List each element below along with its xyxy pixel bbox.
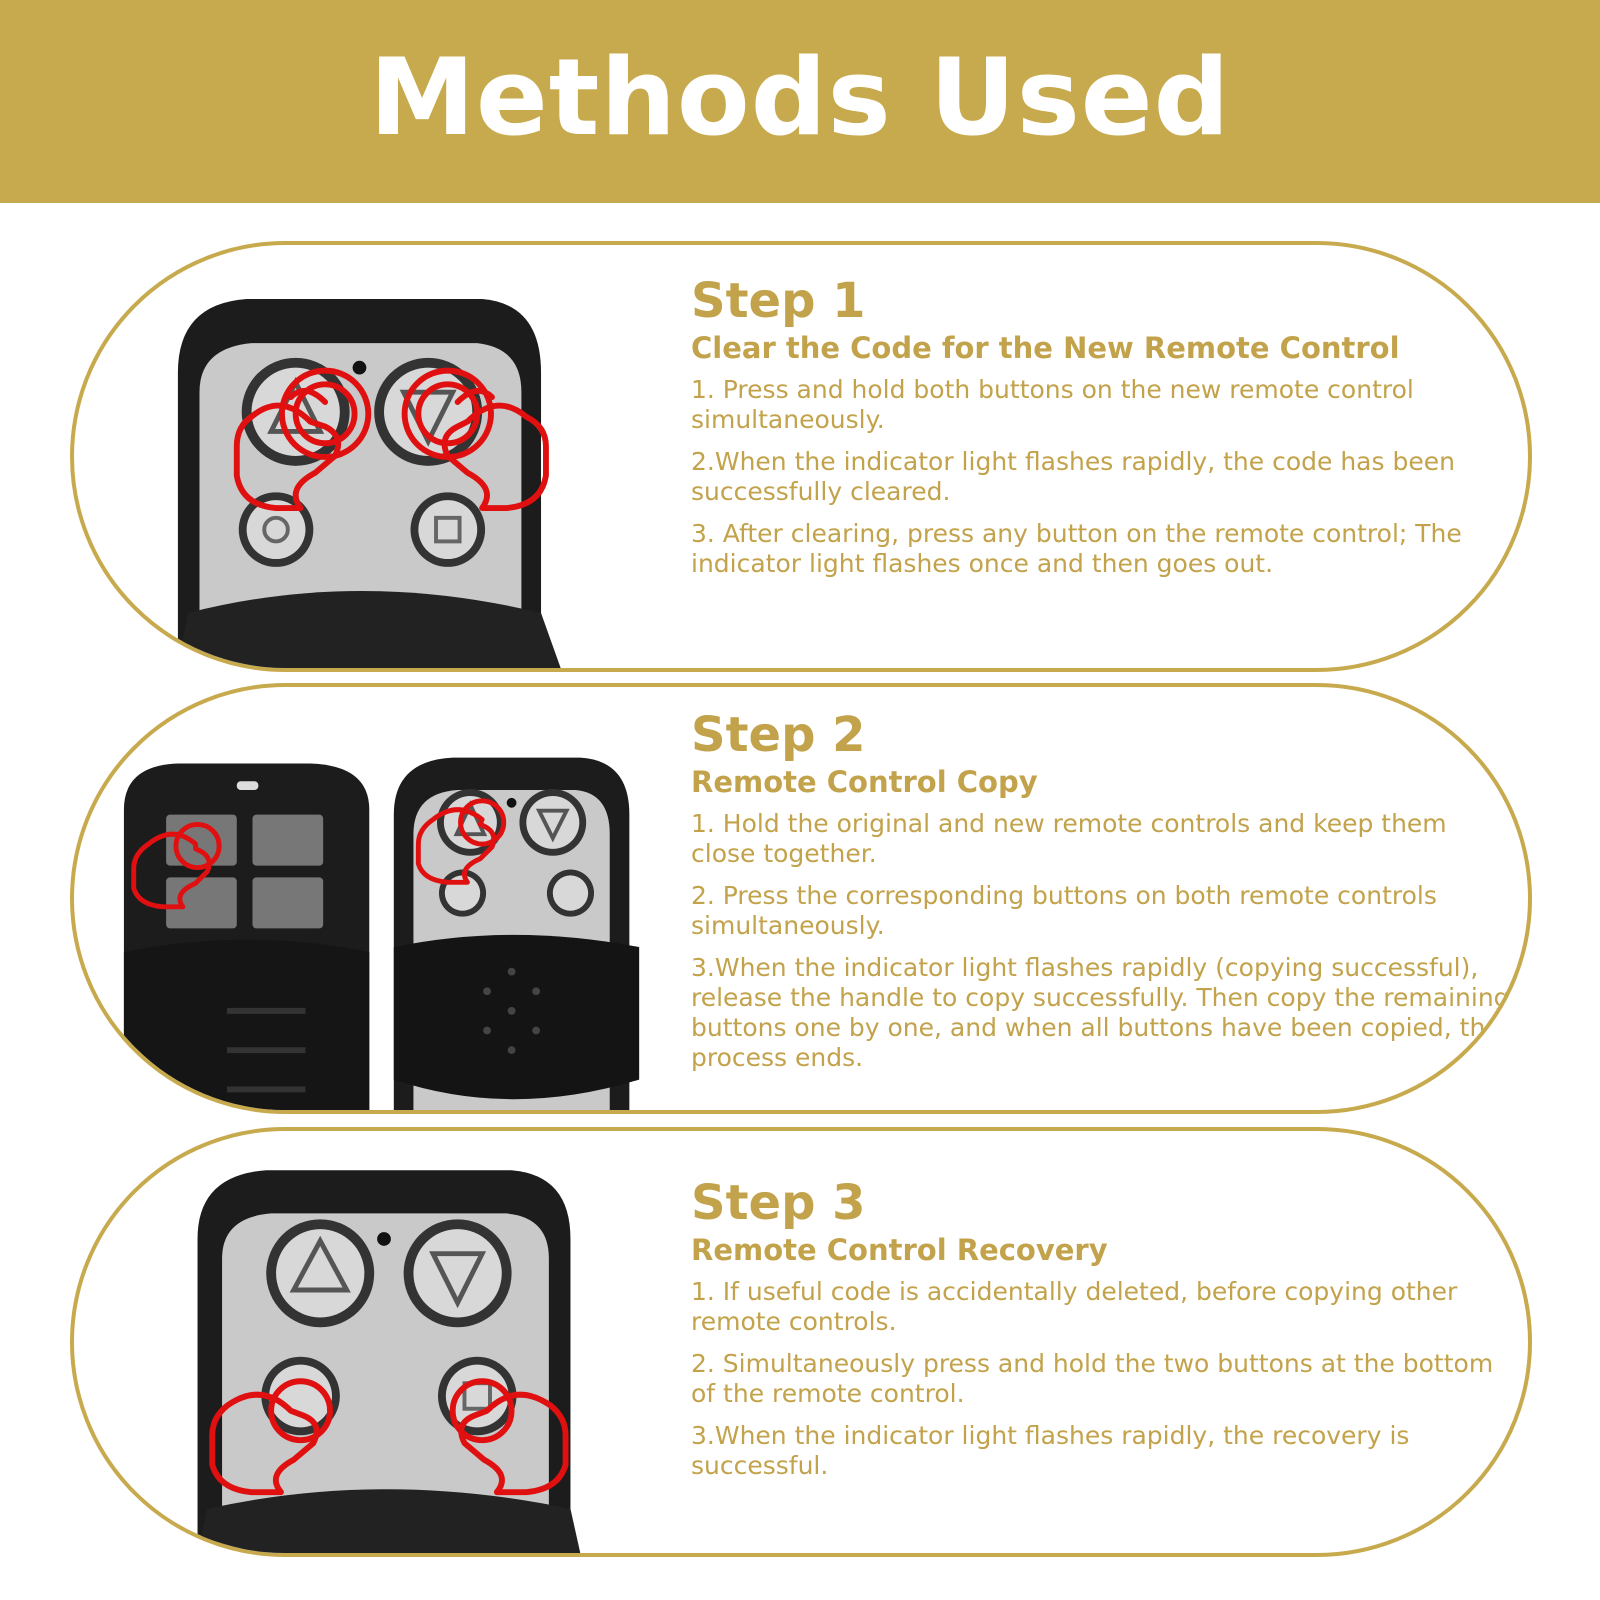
step-subtitle: Remote Control Copy bbox=[691, 764, 1038, 799]
step-instruction: 3. After clearing, press any button on the remote control; The indicator light flashes once and then goes out. bbox=[691, 519, 1462, 579]
step-text-1 bbox=[691, 275, 1510, 591]
step-title: Step 3 bbox=[691, 1175, 866, 1231]
step-instruction: 2.When the indicator light flashes rapidly, the code has been successfully cleared. bbox=[691, 447, 1455, 507]
page-title: Methods Used bbox=[369, 36, 1231, 159]
remote-copy-illustration bbox=[74, 687, 694, 1110]
step-instruction: 2. Press the corresponding buttons on both remote controls simultaneously. bbox=[691, 881, 1437, 941]
remote-control-icon bbox=[394, 758, 639, 1110]
step-instruction: 2. Simultaneously press and hold the two buttons at the bottom of the remote control. bbox=[691, 1349, 1494, 1409]
step-card-2 bbox=[70, 683, 1532, 1114]
header-banner bbox=[0, 0, 1600, 203]
remote-press-illustration bbox=[74, 245, 694, 668]
step-title: Step 1 bbox=[691, 273, 866, 329]
up-arrow-button-icon bbox=[266, 1219, 374, 1327]
square-button-icon bbox=[410, 492, 485, 567]
step-instruction: 1. If useful code is accidentally deleted, before copying other remote controls. bbox=[691, 1277, 1458, 1337]
remote-recovery-illustration bbox=[74, 1131, 694, 1553]
remote-control-icon bbox=[124, 764, 369, 1110]
step-text-3 bbox=[691, 1177, 1510, 1493]
down-arrow-button-icon bbox=[404, 1219, 512, 1327]
step-card-1 bbox=[70, 241, 1532, 672]
step-text-2 bbox=[691, 709, 1510, 1085]
step-card-3 bbox=[70, 1127, 1532, 1557]
step-instruction: 1. Hold the original and new remote controls and keep them close together. bbox=[691, 809, 1447, 869]
lock-button-icon bbox=[239, 492, 314, 567]
step-instruction: 1. Press and hold both buttons on the new remote control simultaneously. bbox=[691, 375, 1414, 435]
step-instruction: 3.When the indicator light flashes rapidly (copying successful), release the handle to copy successfully. Then copy the remaining buttons one by one, and when all buttons have been copied, the process ends. bbox=[691, 953, 1510, 1073]
remote-control-icon bbox=[178, 299, 561, 668]
step-instruction: 3.When the indicator light flashes rapidly, the recovery is successful. bbox=[691, 1421, 1410, 1481]
step-subtitle: Clear the Code for the New Remote Control bbox=[691, 330, 1400, 365]
step-subtitle: Remote Control Recovery bbox=[691, 1232, 1108, 1267]
remote-control-icon bbox=[198, 1170, 581, 1553]
step-title: Step 2 bbox=[691, 707, 866, 763]
